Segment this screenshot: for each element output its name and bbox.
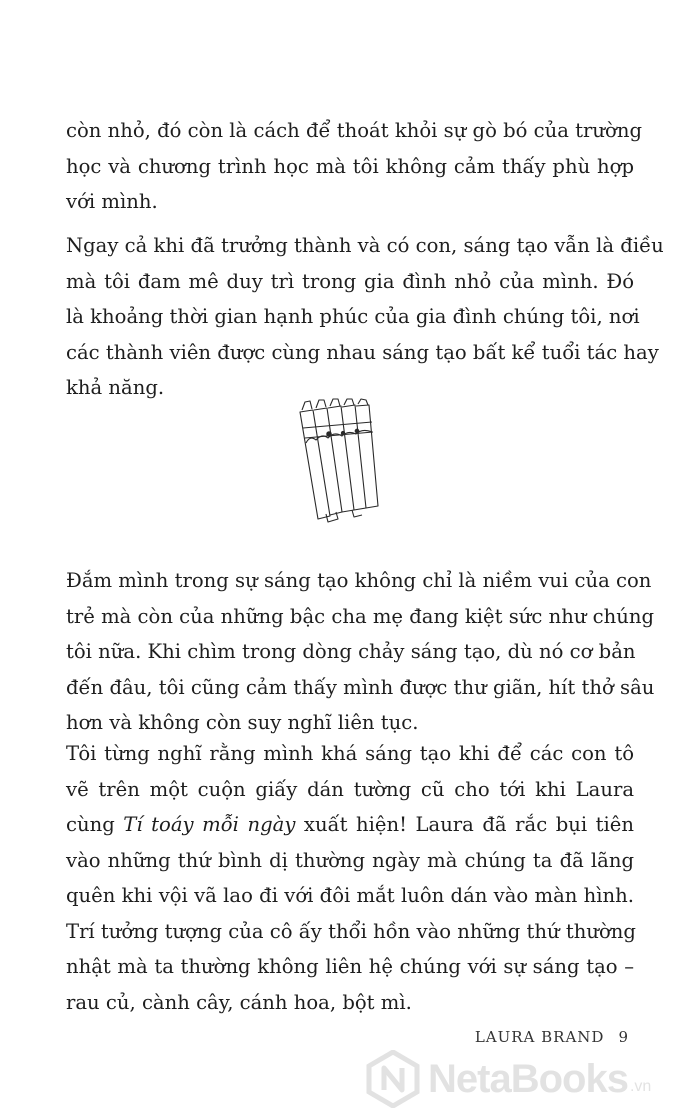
text-line: đến đâu, tôi cũng cảm thấy mình được thư giãn, hít thở sâu bbox=[66, 675, 655, 699]
paragraph-3 bbox=[66, 563, 655, 741]
crayons-illustration bbox=[296, 398, 388, 524]
text-line: vào những thứ bình dị thường ngày mà chúng ta đã lãng bbox=[66, 848, 634, 872]
watermark-brand: NetaBooks bbox=[428, 1056, 628, 1101]
text-line: quên khi vội vã lao đi với đôi mắt luôn dán vào màn hình. bbox=[66, 884, 634, 907]
text-segment: cùng bbox=[66, 813, 124, 836]
text-line: với mình. bbox=[66, 190, 158, 213]
running-author: LAURA BRAND bbox=[474, 1028, 605, 1046]
text-line: vẽ trên một cuộn giấy dán tường cũ cho tới khi Laura bbox=[66, 777, 634, 801]
text-line: mà tôi đam mê duy trì trong gia đình nhỏ của mình. Đó bbox=[66, 269, 634, 293]
text-line: học và chương trình học mà tôi không cảm thấy phù hợp bbox=[66, 154, 634, 178]
watermark-suffix: .vn bbox=[629, 1078, 652, 1095]
text-line: nhật mà ta thường không liên hệ chúng với sự sáng tạo – bbox=[66, 955, 634, 978]
text-line: Đắm mình trong sự sáng tạo không chỉ là niềm vui của con bbox=[66, 569, 652, 592]
paragraph-1 bbox=[66, 113, 642, 220]
text-line: Ngay cả khi đã trưởng thành và có con, sáng tạo vẫn là điều bbox=[66, 234, 664, 257]
text-line: khả năng. bbox=[66, 376, 165, 399]
watermark bbox=[364, 1044, 694, 1114]
text-line: còn nhỏ, đó còn là cách để thoát khỏi sự gò bó của trường bbox=[66, 119, 642, 142]
text-segment: xuất hiện! Laura đã rắc bụi tiên bbox=[295, 813, 635, 836]
text-line: trẻ mà còn của những bậc cha mẹ đang kiệt sức như chúng bbox=[66, 604, 655, 628]
book-title: Tí toáy mỗi ngày bbox=[123, 813, 296, 836]
text-line: tôi nữa. Khi chìm trong dòng chảy sáng tạo, dù nó cơ bản bbox=[66, 640, 636, 663]
text-line: Trí tưởng tượng của cô ấy thổi hồn vào những thứ thường bbox=[66, 919, 636, 943]
text-line: hơn và không còn suy nghĩ liên tục. bbox=[66, 711, 419, 734]
netabooks-logo-icon bbox=[364, 1050, 422, 1108]
paragraph-2 bbox=[66, 228, 664, 406]
paragraph-4 bbox=[66, 736, 634, 1020]
text-line: là khoảng thời gian hạnh phúc của gia đình chúng tôi, nơi bbox=[66, 305, 640, 328]
text-line: các thành viên được cùng nhau sáng tạo bất kể tuổi tác hay bbox=[66, 340, 659, 364]
page-number: 9 bbox=[618, 1028, 628, 1046]
text-line: Tôi từng nghĩ rằng mình khá sáng tạo khi để các con tô bbox=[66, 742, 634, 765]
text-line-with-title bbox=[66, 807, 634, 843]
text-line: rau củ, cành cây, cánh hoa, bột mì. bbox=[66, 990, 412, 1014]
